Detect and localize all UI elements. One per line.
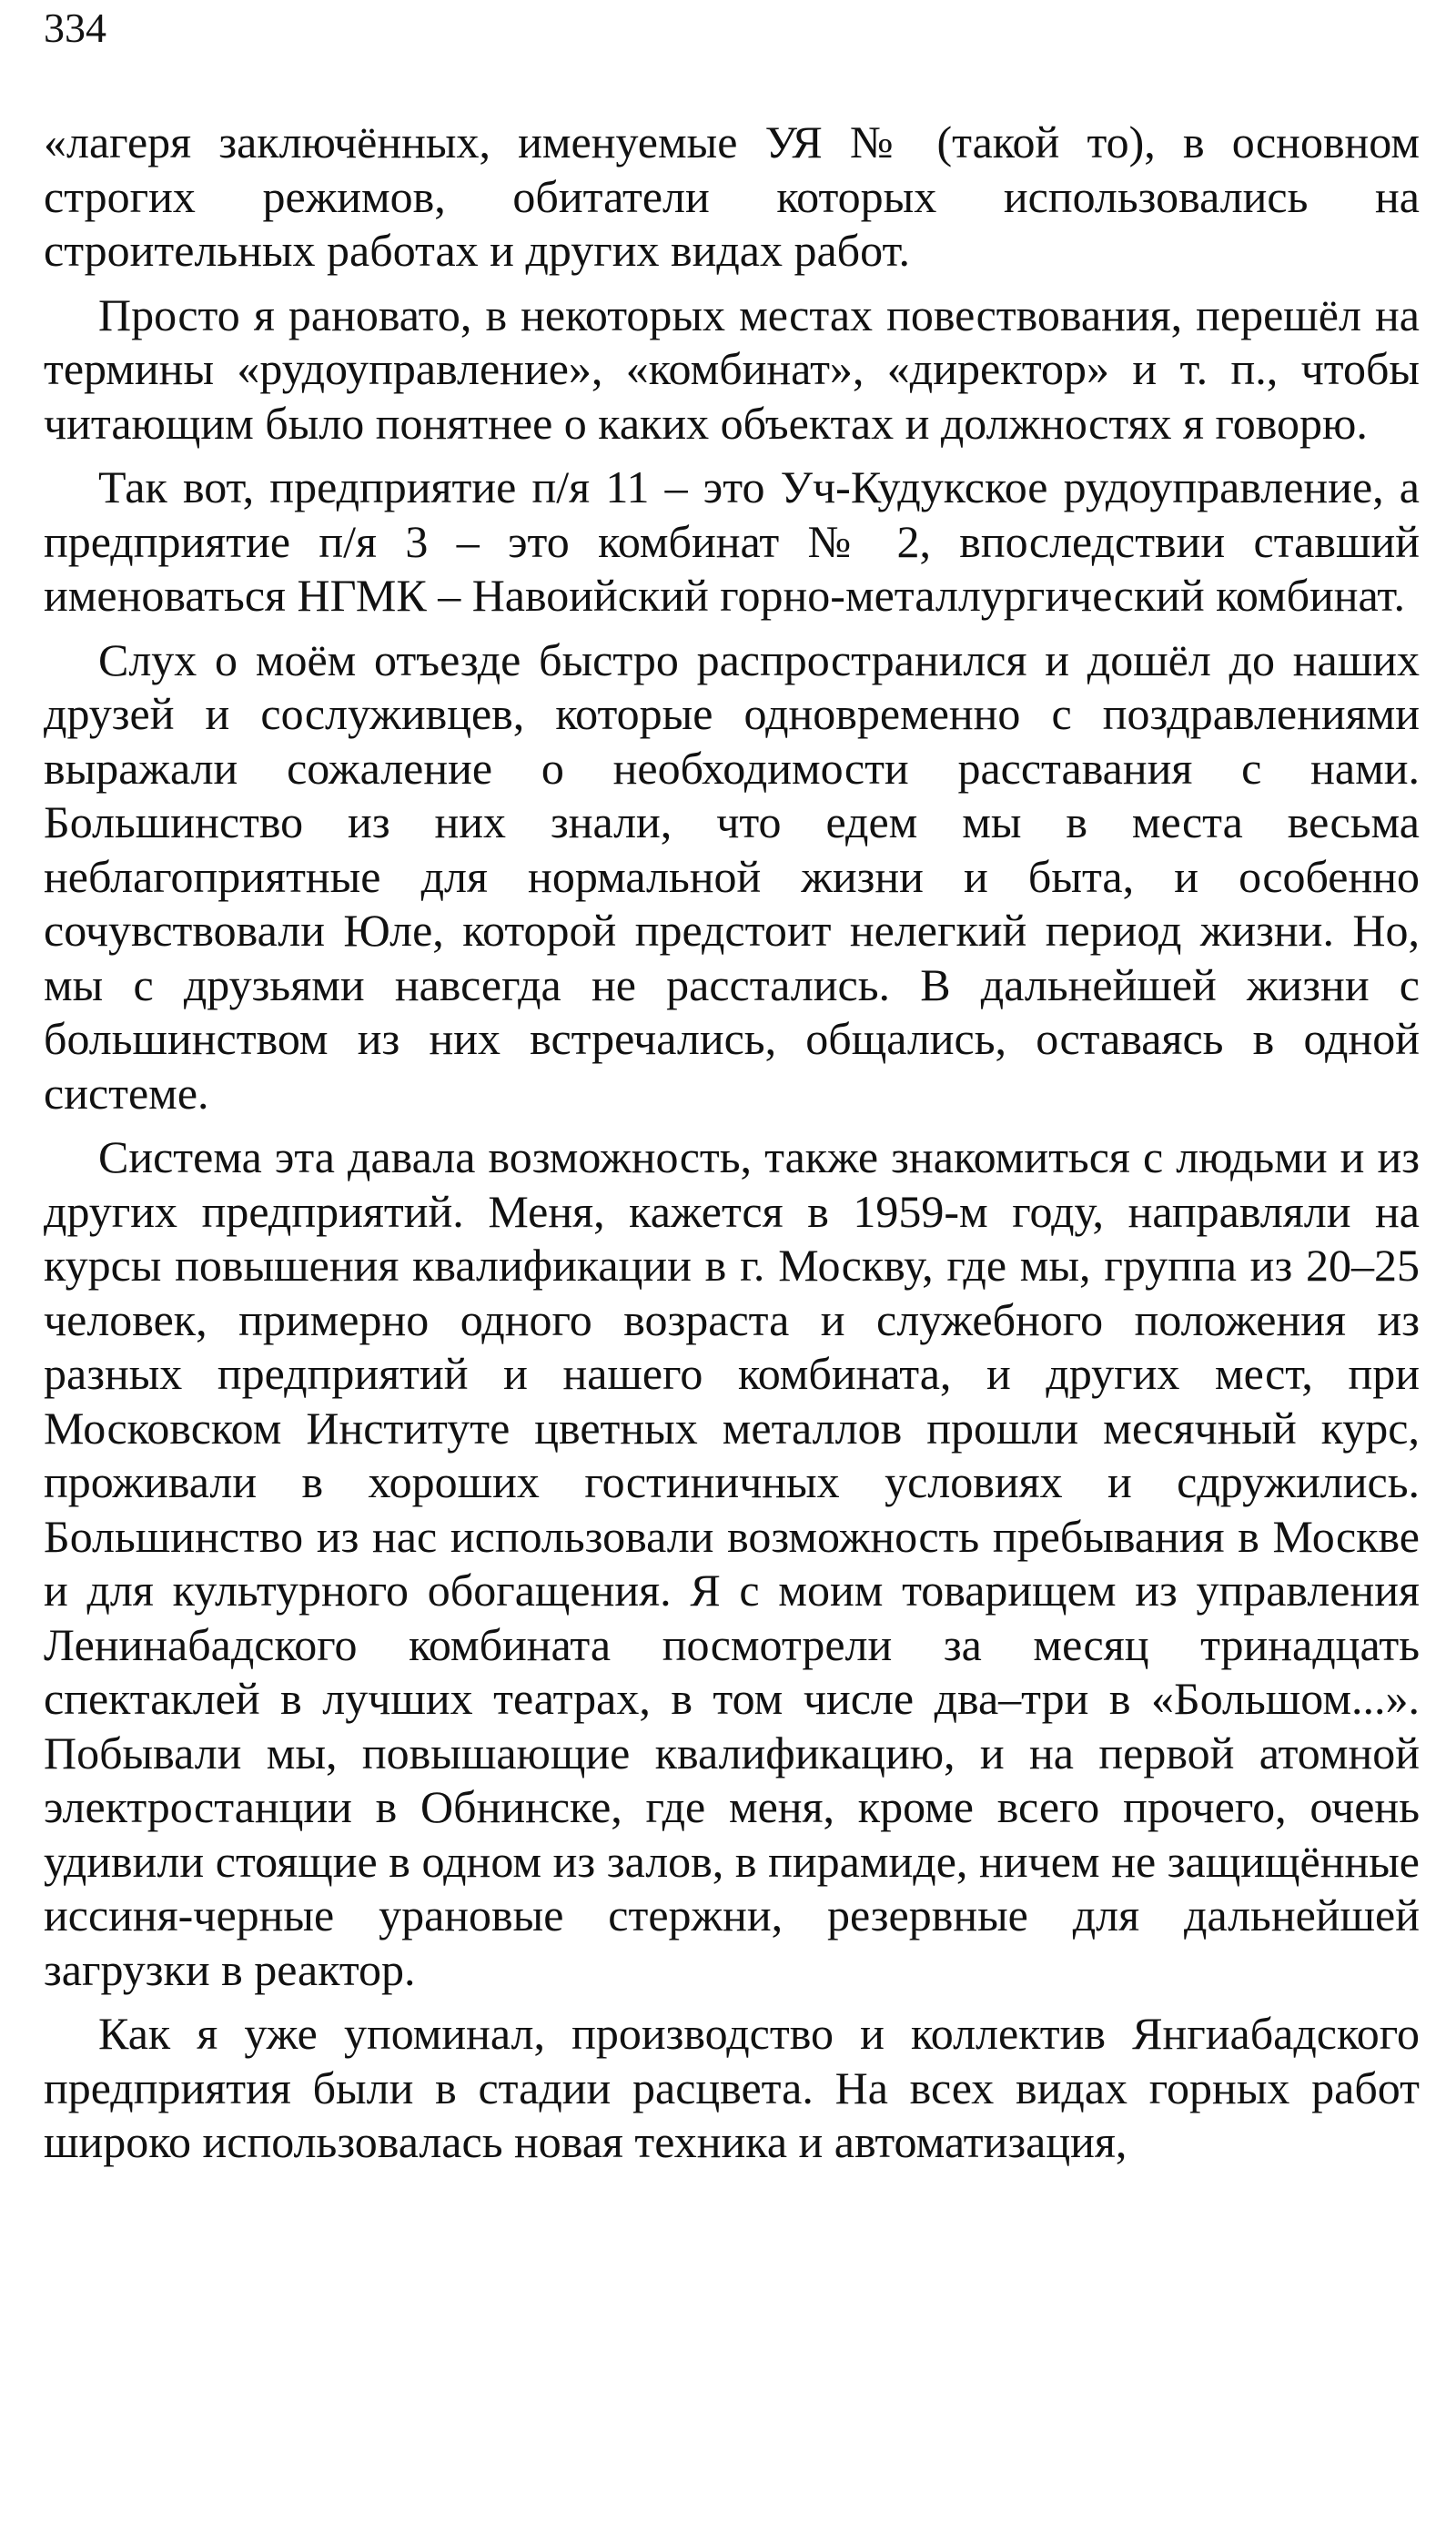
text-body [44, 116, 1420, 2170]
paragraph-4: Слух о моём отъезде быстро распространился и дошёл до наших друзей и сослуживцев, которые одновременно с поздравлениями выражали сожаление о необходимости расставания с нами. Большинство из них знали, что едем мы в места весьма неблагоприятные для нормальной жизни и быта, и особенно сочувствовали Юле, которой предстоит нелегкий период жизни. Но, мы с друзьями навсегда не расстались. В дальнейшей жизни с большинством из них встречались, общались, оставаясь в одной системе. [44, 633, 1420, 1119]
paragraph-3: Так вот, предприятие п/я 11 – это Уч-Кудукское рудоуправление, а предприятие п/я 3 – это комбинат № 2, впоследствии ставший именоваться НГМК – Навоийский горно-металлургический комбинат. [44, 461, 1420, 621]
paragraph-6: Как я уже упоминал, производство и коллектив Янгиабадского предприятия были в стадии расцвета. На всех видах горных работ широко использовалась новая техника и автоматизация, [44, 2008, 1420, 2167]
paragraph-5: Система эта давала возможность, также знакомиться с людьми и из других предприятий. Меня, кажется в 1959-м году, направляли на курсы повышения квалификации в г. Москву, где мы, группа из 20–25 человек, примерно одного возраста и служебного положения из разных предприятий и нашего комбината, и других мест, при Московском Институте цветных металлов прошли месячный курс, проживали в хороших гостиничных условиях и сдружились. Большинство из нас использовали возможность пребывания в Москве и для культурного обогащения. Я с моим товарищем из управления Ленинабадского комбината посмотрели за месяц тринадцать спектаклей в лучших театрах, в том числе два–три в «Большом...». Побывали мы, повышающие квалификацию, и на первой атомной электростанции в Обнинске, где меня, кроме всего прочего, очень удивили стоящие в одном из залов, в пирамиде, ничем не защищённые иссиня-черные урановые стержни, резервные для дальнейшей загрузки в реактор. [44, 1131, 1420, 1995]
paragraph-2: Просто я рановато, в некоторых местах повествования, перешёл на термины «рудоуправление», «комбинат», «директор» и т. п., чтобы читающим было понятнее о каких объектах и должностях я говорю. [44, 289, 1420, 449]
paragraph-1: «лагеря заключённых, именуемые УЯ № (такой то), в основном строгих режимов, обитатели которых использовались на строительных работах и других видах работ. [44, 117, 1420, 276]
page-number: 334 [44, 5, 106, 51]
